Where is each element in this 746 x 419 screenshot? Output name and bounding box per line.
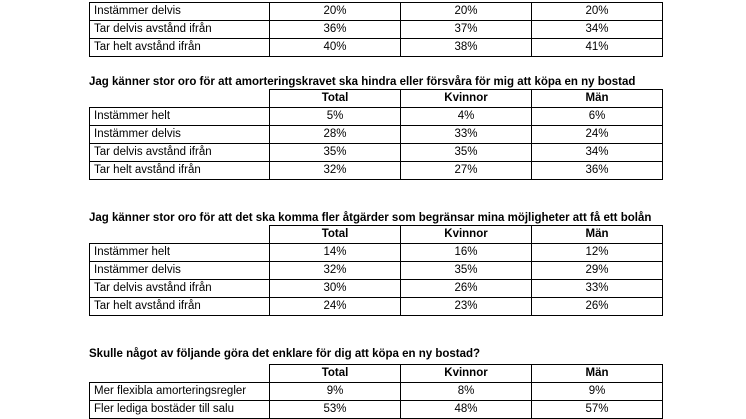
header-blank — [90, 90, 270, 108]
table-4 — [89, 364, 663, 419]
question-title: Jag känner stor oro för att amorteringskravet ska hindra eller försvåra för mig att köpa en ny bostad — [89, 76, 636, 88]
cell-kvinnor: 48% — [401, 401, 532, 419]
table-row — [90, 162, 663, 180]
cell-man: 34% — [532, 144, 663, 162]
cell-kvinnor: 4% — [401, 108, 532, 126]
header-man: Män — [532, 90, 663, 108]
cell-total: 53% — [270, 401, 401, 419]
row-label: Tar helt avstånd ifrån — [90, 298, 270, 316]
cell-kvinnor: 8% — [401, 383, 532, 401]
row-label: Tar delvis avstånd ifrån — [90, 21, 270, 39]
cell-total: 40% — [270, 39, 401, 57]
cell-man: 26% — [532, 298, 663, 316]
table-4-block — [89, 348, 689, 419]
row-label: Tar helt avstånd ifrån — [90, 162, 270, 180]
table-row — [90, 298, 663, 316]
table-3 — [89, 225, 663, 316]
row-label: Fler lediga bostäder till salu — [90, 401, 270, 419]
row-label: Tar delvis avstånd ifrån — [90, 144, 270, 162]
table-row — [90, 39, 663, 57]
cell-kvinnor: 20% — [401, 3, 532, 21]
cell-man: 6% — [532, 108, 663, 126]
cell-total: 9% — [270, 383, 401, 401]
cell-kvinnor: 27% — [401, 162, 532, 180]
header-total: Total — [270, 365, 401, 383]
table-row — [90, 244, 663, 262]
header-row — [90, 90, 663, 108]
row-label: Instämmer helt — [90, 244, 270, 262]
header-row — [90, 226, 663, 244]
cell-man: 33% — [532, 280, 663, 298]
cell-total: 30% — [270, 280, 401, 298]
table-row — [90, 21, 663, 39]
row-label: Instämmer delvis — [90, 3, 270, 21]
table-2-block — [89, 76, 689, 180]
header-blank — [90, 365, 270, 383]
cell-kvinnor: 37% — [401, 21, 532, 39]
header-kvinnor: Kvinnor — [401, 226, 532, 244]
cell-total: 14% — [270, 244, 401, 262]
table-row — [90, 401, 663, 419]
header-row — [90, 365, 663, 383]
header-blank — [90, 226, 270, 244]
cell-total: 20% — [270, 3, 401, 21]
header-total: Total — [270, 226, 401, 244]
cell-man: 36% — [532, 162, 663, 180]
cell-total: 36% — [270, 21, 401, 39]
header-kvinnor: Kvinnor — [401, 90, 532, 108]
header-total: Total — [270, 90, 401, 108]
cell-man: 57% — [532, 401, 663, 419]
row-label: Instämmer delvis — [90, 126, 270, 144]
cell-man: 24% — [532, 126, 663, 144]
cell-kvinnor: 38% — [401, 39, 532, 57]
table-row — [90, 262, 663, 280]
cell-kvinnor: 33% — [401, 126, 532, 144]
header-kvinnor: Kvinnor — [401, 365, 532, 383]
cell-man: 9% — [532, 383, 663, 401]
table-row — [90, 126, 663, 144]
row-label: Instämmer helt — [90, 108, 270, 126]
cell-man: 34% — [532, 21, 663, 39]
table-row — [90, 144, 663, 162]
table-1-block — [89, 2, 663, 57]
cell-kvinnor: 16% — [401, 244, 532, 262]
cell-man: 20% — [532, 3, 663, 21]
cell-man: 12% — [532, 244, 663, 262]
cell-total: 35% — [270, 144, 401, 162]
row-label: Tar delvis avstånd ifrån — [90, 280, 270, 298]
cell-man: 41% — [532, 39, 663, 57]
cell-total: 28% — [270, 126, 401, 144]
table-row — [90, 383, 663, 401]
cell-total: 32% — [270, 262, 401, 280]
row-label: Tar helt avstånd ifrån — [90, 39, 270, 57]
cell-kvinnor: 35% — [401, 262, 532, 280]
table-1 — [89, 2, 663, 57]
cell-total: 5% — [270, 108, 401, 126]
row-label: Instämmer delvis — [90, 262, 270, 280]
cell-total: 32% — [270, 162, 401, 180]
table-row — [90, 108, 663, 126]
table-row — [90, 3, 663, 21]
question-title: Skulle något av följande göra det enklare för dig att köpa en ny bostad? — [89, 348, 481, 360]
cell-kvinnor: 26% — [401, 280, 532, 298]
table-2 — [89, 89, 663, 180]
header-man: Män — [532, 365, 663, 383]
table-row — [90, 280, 663, 298]
row-label: Mer flexibla amorteringsregler — [90, 383, 270, 401]
table-3-block — [89, 212, 689, 316]
header-man: Män — [532, 226, 663, 244]
cell-man: 29% — [532, 262, 663, 280]
cell-total: 24% — [270, 298, 401, 316]
cell-kvinnor: 35% — [401, 144, 532, 162]
question-title: Jag känner stor oro för att det ska komma fler åtgärder som begränsar mina möjligheter att få ett bolån — [89, 212, 652, 224]
cell-kvinnor: 23% — [401, 298, 532, 316]
